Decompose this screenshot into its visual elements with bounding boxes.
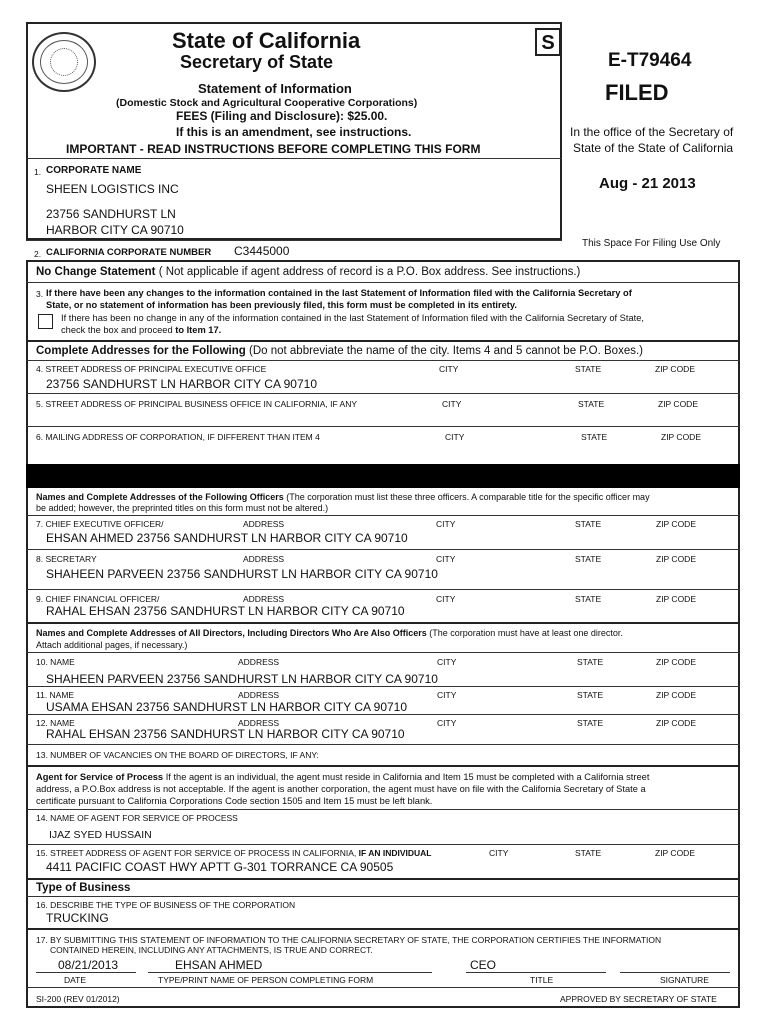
- agent-para-line3: certificate pursuant to California Corporations Code section 1505 and Item 15 must be left blank.: [36, 796, 433, 806]
- item15-value: 4411 PACIFIC COAST HWY APTT G-301 TORRANCE CA 90505: [46, 860, 394, 874]
- item7-state-label: STATE: [575, 519, 602, 529]
- item4-zip-label: ZIP CODE: [655, 364, 695, 374]
- item8-city-label: CITY: [436, 554, 456, 564]
- item6-city-label: CITY: [445, 432, 465, 442]
- item7-city-label: CITY: [436, 519, 456, 529]
- item10-city-label: CITY: [437, 657, 457, 667]
- item15-zip-label: ZIP CODE: [655, 848, 695, 858]
- agent-heading: Agent for Service of Process: [36, 772, 164, 782]
- item8-label: 8. SECRETARY: [36, 554, 97, 564]
- important-line: IMPORTANT - READ INSTRUCTIONS BEFORE COMPLETING THIS FORM: [66, 142, 481, 156]
- item10-address-label: ADDRESS: [238, 657, 280, 667]
- item12-value: RAHAL EHSAN 23756 SANDHURST LN HARBOR CITY CA 90710: [46, 727, 405, 741]
- item16-label: 16. DESCRIBE THE TYPE OF BUSINESS OF THE CORPORATION: [36, 900, 296, 910]
- item11-state-label: STATE: [577, 690, 604, 700]
- item5-city-label: CITY: [442, 399, 462, 409]
- item7-zip-label: ZIP CODE: [656, 519, 696, 529]
- form-subtitle: (Domestic Stock and Agricultural Cooperative Corporations): [116, 97, 418, 109]
- item16-value: TRUCKING: [46, 911, 109, 925]
- item3-line4b: to Item 17.: [175, 325, 222, 335]
- item7-value: EHSAN AHMED 23756 SANDHURST LN HARBOR CITY CA 90710: [46, 531, 408, 545]
- item3-num: 3.: [36, 289, 44, 299]
- item3-line1: If there have been any changes to the information contained in the last Statement of Information filed with the California Secretary of: [46, 288, 632, 298]
- addresses-heading-line: [36, 345, 643, 357]
- item7-label: 7. CHIEF EXECUTIVE OFFICER/: [36, 519, 164, 529]
- item11-address-label: ADDRESS: [238, 690, 280, 700]
- cert-title-value: CEO: [470, 958, 497, 972]
- item1-num: 1.: [34, 167, 42, 177]
- header-title-line2: Secretary of State: [180, 52, 334, 72]
- item9-value: RAHAL EHSAN 23756 SANDHURST LN HARBOR CITY CA 90710: [46, 604, 405, 618]
- business-heading: Type of Business: [36, 882, 131, 894]
- cert-name-value: EHSAN AHMED: [175, 958, 263, 972]
- corporate-address-2: HARBOR CITY CA 90710: [46, 223, 184, 237]
- directors-heading-line1: [36, 628, 623, 638]
- directors-note2: Attach additional pages, if necessary.): [36, 640, 188, 650]
- item4-label: 4. STREET ADDRESS OF PRINCIPAL EXECUTIVE OFFICE: [36, 364, 267, 374]
- item17-line1: 17. BY SUBMITTING THIS STATEMENT OF INFORMATION TO THE CALIFORNIA SECRETARY OF STATE, THE CORPORATION CERTIFIES THE INFORMATION: [36, 935, 662, 945]
- item15-state-label: STATE: [575, 848, 602, 858]
- no-change-checkbox[interactable]: [38, 314, 53, 329]
- item2-num: 2.: [34, 249, 42, 259]
- item11-city-label: CITY: [437, 690, 457, 700]
- officers-note2: be added; however, the preprinted titles on this form must not be altered.): [36, 503, 329, 513]
- item9-zip-label: ZIP CODE: [656, 594, 696, 604]
- item11-zip-label: ZIP CODE: [656, 690, 696, 700]
- item3-line2: State, or no statement of information has been previously filed, this form must be completed in its entirety.: [46, 300, 517, 310]
- item5-zip-label: ZIP CODE: [658, 399, 698, 409]
- addresses-note: (Do not abbreviate the name of the city. Items 4 and 5 cannot be P.O. Boxes.): [249, 345, 643, 357]
- filing-office-line2: State of the State of California: [573, 141, 734, 155]
- item5-label: 5. STREET ADDRESS OF PRINCIPAL BUSINESS OFFICE IN CALIFORNIA, IF ANY: [36, 399, 358, 409]
- corporate-address-1: 23756 SANDHURST LN: [46, 207, 176, 221]
- agent-para1: If the agent is an individual, the agent must reside in California and Item 15 must be completed with a California street: [165, 772, 650, 782]
- filing-space-note: This Space For Filing Use Only: [582, 238, 721, 249]
- item15-label: 15. STREET ADDRESS OF AGENT FOR SERVICE OF PROCESS IN CALIFORNIA,: [36, 848, 357, 858]
- item3-line4a: check the box and proceed: [61, 325, 173, 335]
- header-title-line1: State of California: [172, 28, 361, 53]
- agent-para-line1: [36, 772, 732, 782]
- item11-label: 11. NAME: [36, 690, 75, 700]
- item3-line4: [61, 325, 221, 335]
- filing-office-line1: In the office of the Secretary of: [570, 125, 734, 139]
- cert-date-label: DATE: [64, 975, 87, 985]
- item4-city-label: CITY: [439, 364, 459, 374]
- item12-state-label: STATE: [577, 718, 604, 728]
- addresses-heading: Complete Addresses for the Following: [36, 345, 246, 357]
- item9-label: 9. CHIEF FINANCIAL OFFICER/: [36, 594, 160, 604]
- item12-label: 12. NAME: [36, 718, 75, 728]
- no-change-heading: No Change Statement: [36, 266, 156, 278]
- approved-by: APPROVED BY SECRETARY OF STATE: [560, 994, 717, 1004]
- item2-label: CALIFORNIA CORPORATE NUMBER: [46, 247, 212, 258]
- filing-status: FILED: [605, 80, 669, 105]
- form-title: Statement of Information: [198, 81, 352, 96]
- item12-address-label: ADDRESS: [238, 718, 280, 728]
- item8-zip-label: ZIP CODE: [656, 554, 696, 564]
- no-change-heading-line: [36, 266, 580, 278]
- corporate-name: SHEEN LOGISTICS INC: [46, 182, 179, 196]
- item7-address-label: ADDRESS: [243, 519, 285, 529]
- item8-value: SHAHEEN PARVEEN 23756 SANDHURST LN HARBOR CITY CA 90710: [46, 567, 438, 581]
- agent-para-line2: address, a P.O.Box address is not acceptable. If the agent is another corporation, the agent must have on file with the California Secretary of State a: [36, 784, 646, 794]
- cert-signature-label: SIGNATURE: [660, 975, 709, 985]
- fees-line: FEES (Filing and Disclosure): $25.00.: [176, 109, 388, 123]
- form-id: SI-200 (REV 01/2012): [36, 994, 120, 1004]
- item5-state-label: STATE: [578, 399, 605, 409]
- item10-zip-label: ZIP CODE: [656, 657, 696, 667]
- item10-label: 10. NAME: [36, 657, 75, 667]
- item9-city-label: CITY: [436, 594, 456, 604]
- cert-name-label: TYPE/PRINT NAME OF PERSON COMPLETING FORM: [158, 975, 374, 985]
- item6-label: 6. MAILING ADDRESS OF CORPORATION, IF DIFFERENT THAN ITEM 4: [36, 432, 320, 442]
- item4-state-label: STATE: [575, 364, 602, 374]
- section-divider-bar: [26, 464, 740, 488]
- item1-label: CORPORATE NAME: [46, 165, 142, 176]
- state-seal: [32, 32, 96, 92]
- item8-state-label: STATE: [575, 554, 602, 564]
- item6-state-label: STATE: [581, 432, 608, 442]
- corporate-number: C3445000: [234, 244, 290, 258]
- directors-heading: Names and Complete Addresses of All Directors, Including Directors Who Are Also Officers: [36, 628, 427, 638]
- item9-state-label: STATE: [575, 594, 602, 604]
- cert-title-label: TITLE: [530, 975, 554, 985]
- officers-heading: Names and Complete Addresses of the Following Officers: [36, 492, 284, 502]
- item14-value: IJAZ SYED HUSSAIN: [49, 829, 152, 841]
- item12-city-label: CITY: [437, 718, 457, 728]
- filing-date: Aug - 21 2013: [599, 175, 696, 192]
- cert-date-value: 08/21/2013: [58, 958, 119, 972]
- item3-line3: If there has been no change in any of the information contained in the last Statement of Information filed with the California Secretary of State,: [61, 313, 644, 323]
- item15-label-bold: IF AN INDIVIDUAL: [358, 848, 432, 858]
- officers-note1: (The corporation must list these three officers. A comparable title for the specific officer may: [286, 492, 650, 502]
- officers-heading-line1: [36, 492, 650, 502]
- item10-state-label: STATE: [577, 657, 604, 667]
- item15-label-line: [36, 848, 432, 858]
- amendment-line: If this is an amendment, see instructions.: [176, 125, 412, 139]
- item13-label: 13. NUMBER OF VACANCIES ON THE BOARD OF DIRECTORS, IF ANY:: [36, 750, 319, 760]
- directors-note1: (The corporation must have at least one director.: [429, 628, 623, 638]
- s-form-marker: S: [535, 28, 561, 56]
- item15-city-label: CITY: [489, 848, 509, 858]
- item9-address-label: ADDRESS: [243, 594, 285, 604]
- item6-zip-label: ZIP CODE: [661, 432, 701, 442]
- item8-address-label: ADDRESS: [243, 554, 285, 564]
- item14-label: 14. NAME OF AGENT FOR SERVICE OF PROCESS: [36, 813, 238, 823]
- filing-number: E-T79464: [608, 50, 692, 71]
- item4-value: 23756 SANDHURST LN HARBOR CITY CA 90710: [46, 377, 318, 391]
- no-change-note: ( Not applicable if agent address of record is a P.O. Box address. See instructions.): [158, 266, 581, 278]
- item17-line2: CONTAINED HEREIN, INCLUDING ANY ATTACHMENTS, IS TRUE AND CORRECT.: [50, 945, 373, 955]
- item11-value: USAMA EHSAN 23756 SANDHURST LN HARBOR CITY CA 90710: [46, 700, 408, 714]
- item10-value: SHAHEEN PARVEEN 23756 SANDHURST LN HARBOR CITY CA 90710: [46, 672, 438, 686]
- item12-zip-label: ZIP CODE: [656, 718, 696, 728]
